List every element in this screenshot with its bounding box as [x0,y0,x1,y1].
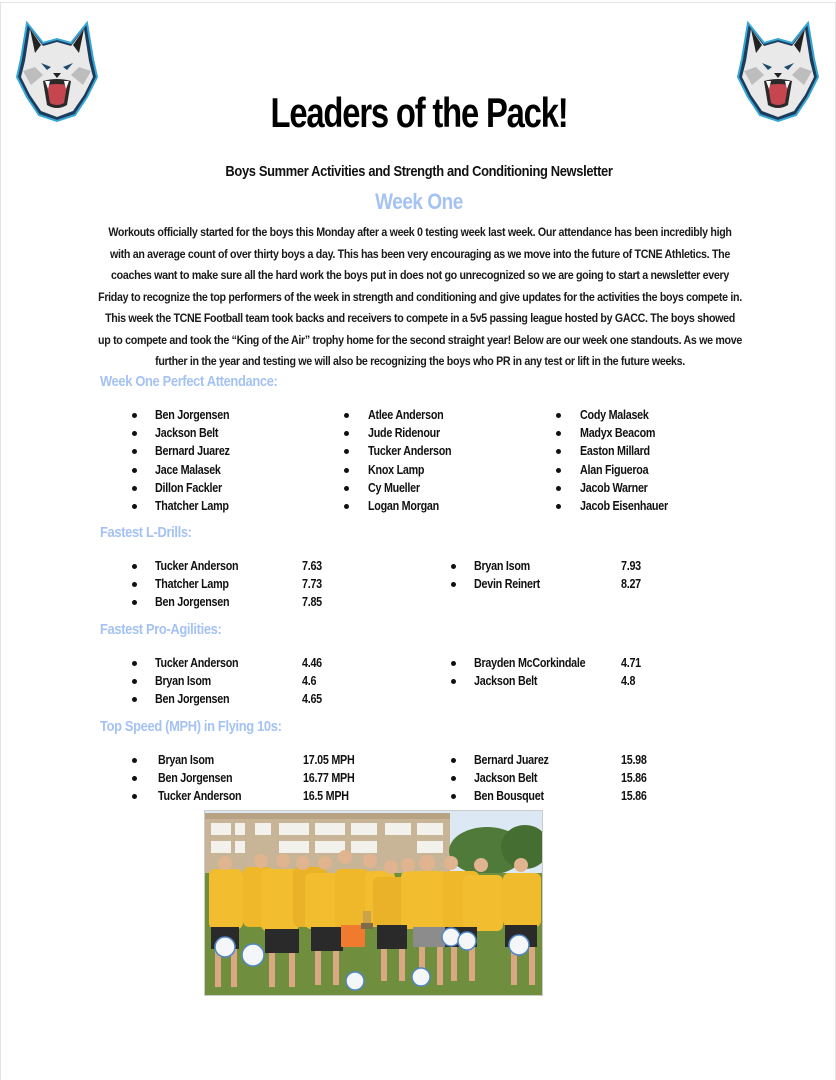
newsletter-subtitle: Boys Summer Activities and Strength and Conditioning Newsletter [225,163,613,180]
bullet-icon [451,794,456,799]
speed-value: 16.5 MPH [303,789,349,804]
drill-time: 4.65 [302,692,322,707]
bullet-icon [451,758,456,763]
bullet-icon [132,679,137,684]
player-name: Ben Bousquet [474,789,544,804]
list-item [132,654,372,672]
bullet-icon [132,776,137,781]
bullet-icon [132,504,137,509]
drill-time: 4.46 [302,656,322,670]
top-speed-left-list [132,751,392,806]
l-drills-right-list [451,557,691,593]
player-name: Jude Ridenour [368,426,440,441]
player-name: Devin Reinert [474,577,540,592]
pro-agilities-left-list [132,654,372,709]
list-item [132,424,322,442]
list-item [344,497,534,515]
drill-time: 7.93 [621,559,641,573]
attendance-column-2 [344,406,534,515]
list-item [451,575,691,593]
drill-time: 4.71 [621,656,641,670]
player-name: Cody Malasek [580,408,649,422]
speed-value: 15.86 [621,789,647,804]
bullet-icon [132,697,137,702]
bullet-icon [556,486,561,491]
team-photo [204,810,543,996]
drill-time: 8.27 [621,577,641,592]
player-name: Thatcher Lamp [155,577,229,592]
l-drills-heading: Fastest L-Drills: [100,524,192,541]
wolf-logo-right-icon [734,19,822,123]
bullet-icon [344,504,349,509]
player-name: Atlee Anderson [368,408,444,422]
list-item [556,406,746,424]
top-speed-heading: Top Speed (MPH) in Flying 10s: [100,718,282,735]
list-item [556,497,746,515]
bullet-icon [451,564,456,569]
list-item [132,406,322,424]
bullet-icon [344,449,349,454]
speed-value: 16.77 MPH [303,771,355,786]
l-drills-left-list [132,557,372,612]
list-item [451,769,691,787]
list-item [451,654,691,672]
list-item [132,442,322,460]
player-name: Bryan Isom [158,753,214,767]
player-name: Jackson Belt [474,674,538,689]
bullet-icon [132,794,137,799]
list-item [344,461,534,479]
player-name: Bryan Isom [474,559,530,573]
week-label: Week One [375,189,463,214]
list-item [132,461,322,479]
list-item [132,557,372,575]
player-name: Knox Lamp [368,462,425,477]
bullet-icon [132,468,137,473]
player-name: Ben Jorgensen [155,692,230,707]
bullet-icon [344,468,349,473]
player-name: Bernard Juarez [474,753,549,767]
drill-time: 7.63 [302,559,322,573]
bullet-icon [451,582,456,587]
newsletter-title: Leaders of the Pack! [270,89,568,136]
bullet-icon [132,564,137,569]
bullet-icon [132,661,137,666]
bullet-icon [344,413,349,418]
bullet-icon [132,600,137,605]
intro-text: Workouts officially started for the boys this Monday after a week 0 testing week last week. Our attendance has been incredibly high with an average count of over thirty boys a day. This has been very encouraging as we move into the future of TCNE Athletics. The coaches want to make sure all the hard work the boys put in does not go unrecognized so we are going to start a newsletter every Friday to recognize the top performers of the week in strength and conditioning and give updates for the activities the boys compete in. This week the TCNE Football team took backs and receivers to compete in a 5v5 passing league hosted by GACC. The boys showed up to compete and took the “King of the Air” trophy home for the second straight year! Below are our week one standouts. As we move further in the year and testing we will also be recognizing the boys who PR in any test or lift in the future weeks. [98,226,742,368]
player-name: Brayden McCorkindale [474,656,586,670]
player-name: Thatcher Lamp [155,498,229,513]
player-name: Cy Mueller [368,480,420,495]
player-name: Jackson Belt [155,426,219,441]
list-item [132,787,392,805]
bullet-icon [344,431,349,436]
attendance-heading: Week One Perfect Attendance: [100,373,278,390]
player-name: Dillon Fackler [155,480,222,495]
list-item [451,672,691,690]
list-item [556,461,746,479]
top-speed-right-list [451,751,691,806]
bullet-icon [451,661,456,666]
list-item [556,479,746,497]
player-name: Ben Jorgensen [155,408,230,422]
bullet-icon [132,413,137,418]
speed-value: 15.86 [621,771,647,786]
list-item [451,751,691,769]
player-name: Ben Jorgensen [155,595,230,610]
drill-time: 4.6 [302,674,317,689]
list-item [344,442,534,460]
list-item [132,672,372,690]
player-name: Tucker Anderson [155,559,239,573]
list-item [451,787,691,805]
player-name: Madyx Beacom [580,426,656,441]
player-name: Tucker Anderson [368,444,452,459]
list-item [556,442,746,460]
bullet-icon [132,431,137,436]
bullet-icon [556,449,561,454]
player-name: Jacob Eisenhauer [580,498,668,513]
bullet-icon [132,486,137,491]
bullet-icon [132,582,137,587]
drill-time: 7.73 [302,577,322,592]
list-item [132,593,372,611]
player-name: Jacob Warner [580,480,648,495]
wolf-logo-left-icon [13,19,101,123]
player-name: Bernard Juarez [155,444,230,459]
bullet-icon [132,449,137,454]
drill-time: 4.8 [621,674,636,689]
list-item [132,497,322,515]
bullet-icon [556,504,561,509]
list-item [344,424,534,442]
player-name: Jace Malasek [155,462,221,477]
list-item [132,479,322,497]
bullet-icon [556,431,561,436]
list-item [344,479,534,497]
player-name: Tucker Anderson [158,789,242,804]
player-name: Ben Jorgensen [158,771,233,786]
speed-value: 15.98 [621,753,647,767]
list-item [132,769,392,787]
player-name: Logan Morgan [368,498,439,513]
bullet-icon [344,486,349,491]
bullet-icon [556,468,561,473]
list-item [132,690,372,708]
intro-paragraph [97,222,743,373]
speed-value: 17.05 MPH [303,753,355,767]
pro-agilities-heading: Fastest Pro-Agilities: [100,621,222,638]
bullet-icon [556,413,561,418]
player-name: Jackson Belt [474,771,538,786]
drill-time: 7.85 [302,595,322,610]
attendance-column-1 [132,406,322,515]
list-item [344,406,534,424]
player-name: Bryan Isom [155,674,211,689]
list-item [556,424,746,442]
attendance-column-3 [556,406,746,515]
player-name: Tucker Anderson [155,656,239,670]
bullet-icon [451,776,456,781]
bullet-icon [132,758,137,763]
player-name: Alan Figueroa [580,462,649,477]
list-item [132,575,372,593]
pro-agilities-right-list [451,654,691,690]
list-item [132,751,392,769]
player-name: Easton Millard [580,444,650,459]
list-item [451,557,691,575]
bullet-icon [451,679,456,684]
newsletter-page [0,2,836,1080]
